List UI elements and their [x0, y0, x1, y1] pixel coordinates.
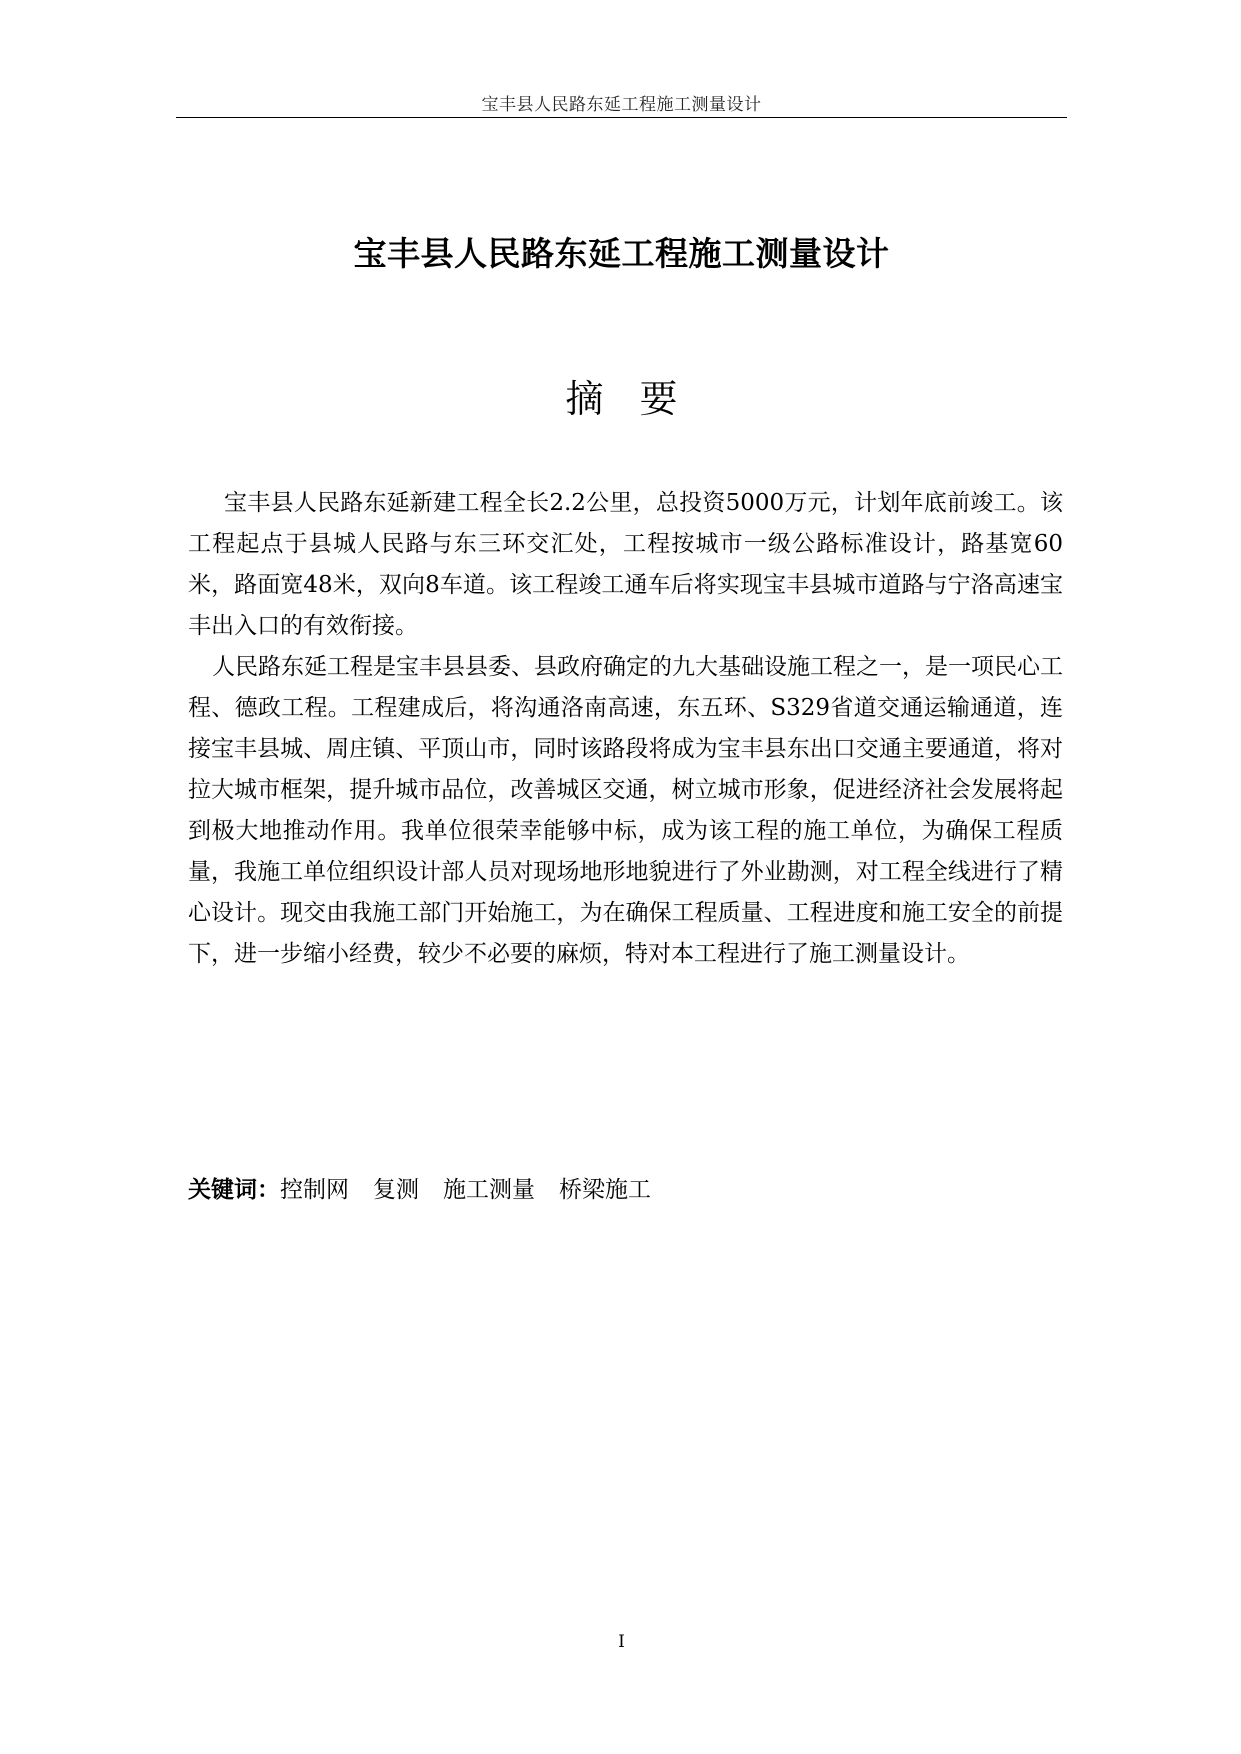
- keyword-item: 控制网: [280, 1177, 349, 1203]
- abstract-paragraph-1: 宝丰县人民路东延新建工程全长2.2公里，总投资5000万元，计划年底前竣工。该工程起点于县城人民路与东三环交汇处，工程按城市一级公路标准设计，路基宽60米，路面宽48米，双向8车道。该工程竣工通车后将实现宝丰县城市道路与宁洛高速宝丰出入口的有效衔接。: [188, 490, 1063, 639]
- keyword-item: 复测: [373, 1177, 419, 1203]
- document-title: 宝丰县人民路东延工程施工测量设计: [353, 234, 890, 273]
- running-header: 宝丰县人民路东延工程施工测量设计: [481, 95, 762, 115]
- keyword-item: 桥梁施工: [559, 1177, 651, 1203]
- keyword-item: 施工测量: [443, 1177, 535, 1203]
- keywords-line: [188, 1170, 1063, 1211]
- header-divider: [176, 117, 1067, 118]
- page-number: I: [618, 1632, 625, 1652]
- abstract-body: [188, 483, 1063, 975]
- keywords-label: 关键词：: [188, 1177, 280, 1203]
- abstract-paragraph-2: 人民路东延工程是宝丰县县委、县政府确定的九大基础设施工程之一，是一项民心工程、德政工程。工程建成后，将沟通洛南高速，东五环、S329省道交通运输通道，连接宝丰县城、周庄镇、平顶山市，同时该路段将成为宝丰县东出口交通主要通道，将对拉大城市框架，提升城市品位，改善城区交通，树立城市形象，促进经济社会发展将起到极大地推动作用。我单位很荣幸能够中标，成为该工程的施工单位，为确保工程质量，我施工单位组织设计部人员对现场地形地貌进行了外业勘测，对工程全线进行了精心设计。现交由我施工部门开始施工，为在确保工程质量、工程进度和施工安全的前提下，进一步缩小经费，较少不必要的麻烦，特对本工程进行了施工测量设计。: [188, 654, 1063, 967]
- abstract-heading: 摘要: [565, 377, 714, 421]
